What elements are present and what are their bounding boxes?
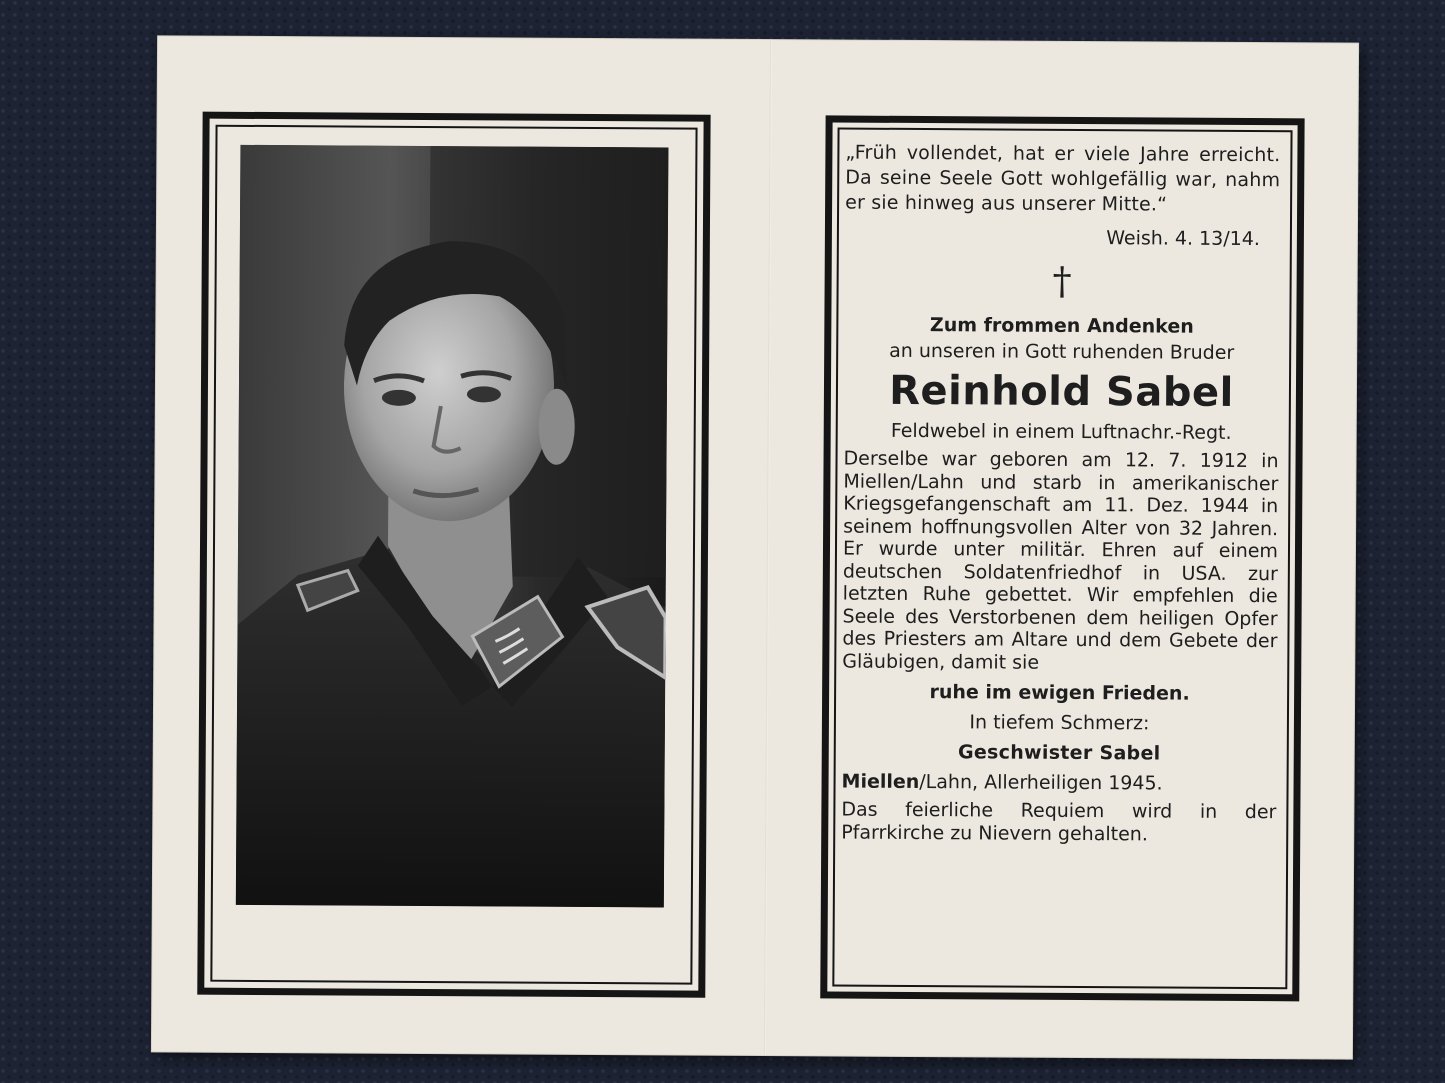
place-name: Miellen bbox=[841, 770, 920, 794]
portrait-photo bbox=[236, 145, 669, 908]
requiem-note: Das feierliche Requiem wird in der Pfarrkirche zu Nievern gehalten. bbox=[841, 798, 1277, 846]
deceased-rank: Feldwebel in einem Luftnachr.-Regt. bbox=[890, 419, 1232, 444]
deceased-name: Reinhold Sabel bbox=[889, 367, 1234, 416]
card-fold bbox=[764, 40, 772, 1055]
grief-line: In tiefem Schmerz: bbox=[969, 711, 1150, 735]
soldier-portrait-image bbox=[236, 145, 669, 908]
memorial-text bbox=[841, 141, 1280, 848]
memorial-heading: Zum frommen Andenken bbox=[929, 314, 1194, 338]
place-date: /Lahn, Allerheiligen 1945. bbox=[919, 771, 1163, 795]
memorial-card bbox=[152, 36, 1358, 1058]
memorial-subheading: an unseren in Gott ruhenden Bruder bbox=[889, 339, 1235, 364]
cross-icon: † bbox=[1052, 258, 1072, 303]
peace-line: ruhe im ewigen Frieden. bbox=[929, 681, 1190, 705]
family-signature: Geschwister Sabel bbox=[957, 741, 1161, 765]
biography-text: Derselbe war geboren am 12. 7. 1912 in Miellen/Lahn und starb in amerikanischer Kriegsgefangenschaft am 11. Dez. 1944 in seinem hoffnungsvollen Alter von 32 Jahren. Er wurde unter militär. Ehren auf einem deutschen Soldatenfriedhof in USA. zur letzten Ruhe gebettet. Wir empfehlen die Seele des Verstorbenen dem heiligen Opfer des Priesters am Altare und dem Gebete der Gläubigen, damit sie bbox=[842, 447, 1279, 674]
place-date-line bbox=[842, 771, 1277, 796]
bible-quote: „Früh vollendet, hat er viele Jahre erreicht. Da seine Seele Gott wohlgefällig war, nahm er sie hinweg aus unserer Mitte.“ bbox=[845, 141, 1281, 216]
quote-reference: Weish. 4. 13/14. bbox=[1106, 227, 1260, 251]
